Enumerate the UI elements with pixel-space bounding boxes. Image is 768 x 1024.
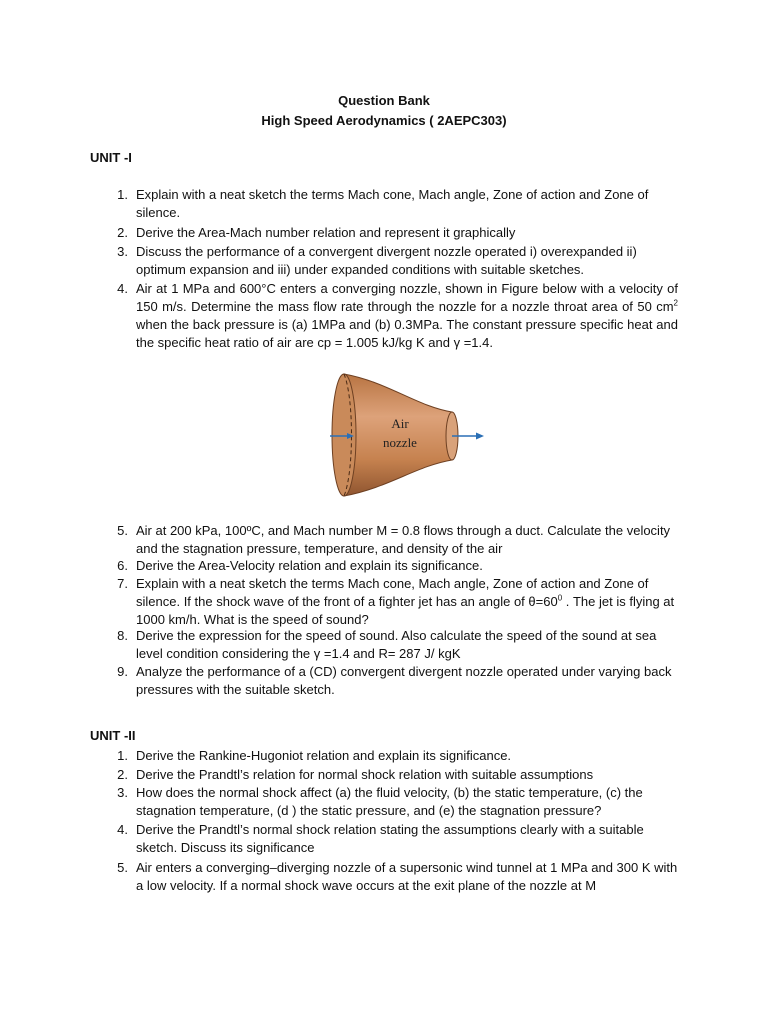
course-title: High Speed Aerodynamics ( 2AEPC303) [261, 113, 507, 128]
unit2-question-3 [108, 784, 678, 820]
unit2-question-2 [108, 766, 678, 784]
unit-2-heading: UNIT -II [90, 728, 136, 743]
question-text-part: Air at 1 MPa and 600°C enters a converging nozzle, shown in Figure below with a velocity of 150 m/s. Determine the mass flow rate through the nozzle for a nozzle throat area of 50 cm [136, 281, 678, 314]
question-text-part: Explain with a neat sketch the terms Mach cone, Mach angle, Zone of action and Zone of silence. If the shock wave of the front of a fighter jet has an angle of θ=60 [136, 576, 649, 609]
question-text: Explain with a neat sketch the terms Mach cone, Mach angle, Zone of action and Zone of silence. [136, 187, 649, 220]
unit1-question-5 [108, 522, 678, 558]
question-number: 9. [117, 664, 128, 679]
question-number: 7. [117, 576, 128, 591]
question-text: Discuss the performance of a convergent divergent nozzle operated i) overexpanded ii) optimum expansion and iii) under expanded conditions with suitable sketches. [136, 244, 637, 277]
question-text [136, 280, 678, 352]
unit1-question-2 [108, 224, 678, 242]
question-number: 5. [117, 523, 128, 538]
superscript: 0 [557, 593, 563, 603]
document-title: Question Bank [338, 93, 430, 108]
question-number: 1. [117, 187, 128, 202]
figure-label-air: Air [391, 416, 409, 431]
question-text: Air at 200 kPa, 100ºC, and Mach number M = 0.8 flows through a duct. Calculate the velocity and the stagnation pressure, temperature, and density of the air [136, 523, 671, 556]
unit1-question-4 [108, 280, 678, 352]
question-number: 1. [117, 748, 128, 763]
unit2-question-1 [108, 747, 678, 765]
figure-label-nozzle: nozzle [383, 435, 417, 450]
unit2-question-4 [108, 821, 678, 857]
question-text [136, 575, 678, 629]
question-text: Derive the expression for the speed of sound. Also calculate the speed of the sound at sea level condition considering the γ =1.4 and R= 287 J/ kgK [136, 628, 657, 661]
question-text: Air enters a converging–diverging nozzle of a supersonic wind tunnel at 1 MPa and 300 K with a low velocity. If a normal shock wave occurs at the exit plane of the nozzle at M [136, 860, 678, 893]
question-text-part: when the back pressure is (a) 1MPa and (b) 0.3MPa. The constant pressure specific heat and the specific heat ratio of air are cp = 1.005 kJ/kg K and γ =1.4. [136, 317, 678, 350]
unit1-question-9 [108, 663, 678, 699]
question-number: 5. [117, 860, 128, 875]
unit1-question-6 [108, 557, 678, 575]
question-number: 4. [117, 281, 128, 296]
question-number: 2. [117, 767, 128, 782]
question-text-part: . The jet is flying at 1000 km/h. What is the speed of sound? [136, 594, 675, 627]
question-text: Derive the Area-Velocity relation and explain its significance. [136, 558, 483, 573]
question-number: 6. [117, 558, 128, 573]
question-number: 8. [117, 628, 128, 643]
nozzle-illustration [328, 368, 488, 502]
unit2-question-5 [108, 859, 678, 895]
question-number: 4. [117, 822, 128, 837]
unit1-question-8 [108, 627, 678, 663]
question-text: Analyze the performance of a (CD) convergent divergent nozzle operated under varying back pressures with the suitable sketch. [136, 664, 672, 697]
unit-1-heading: UNIT -I [90, 150, 132, 165]
question-text: Derive the Rankine-Hugoniot relation and explain its significance. [136, 748, 512, 763]
question-text: How does the normal shock affect (a) the fluid velocity, (b) the static temperature, (c) the stagnation temperature, (d ) the static pressure, and (e) the stagnation pressure? [136, 785, 643, 818]
converging-nozzle-figure [328, 368, 488, 502]
question-number: 3. [117, 244, 128, 259]
question-number: 2. [117, 225, 128, 240]
unit1-question-7 [108, 575, 678, 629]
unit1-question-1 [108, 186, 678, 222]
superscript: 2 [673, 298, 678, 308]
question-text: Derive the Prandtl’s normal shock relation stating the assumptions clearly with a suitable sketch. Discuss its significance [136, 822, 644, 855]
question-text: Derive the Area-Mach number relation and represent it graphically [136, 225, 516, 240]
question-number: 3. [117, 785, 128, 800]
question-text: Derive the Prandtl’s relation for normal shock relation with suitable assumptions [136, 767, 594, 782]
nozzle-inlet [332, 374, 356, 496]
unit1-question-3 [108, 243, 678, 279]
